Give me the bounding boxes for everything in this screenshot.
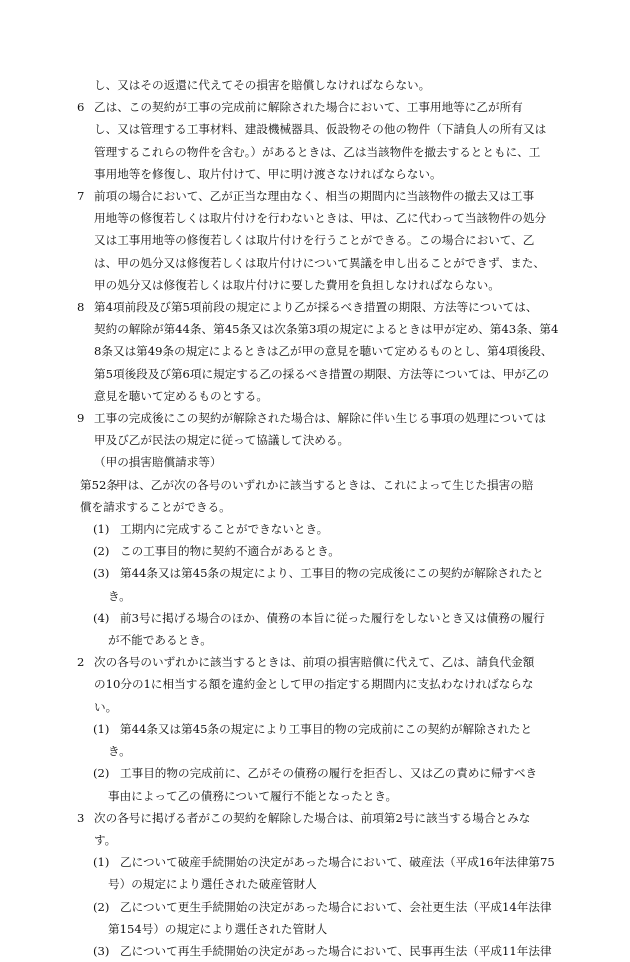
text-line: 甲の処分又は修復若しくは取片付けに要した費用を負担しなければならない。	[94, 277, 500, 292]
text-block	[80, 451, 554, 473]
text-line: 次の各号のいずれかに該当するときは、前項の損害賠償に代えて、乙は、請負代金額	[94, 655, 535, 670]
clause-number: (1)	[93, 522, 110, 537]
text-line: 事用地等を修復し、取片付けて、甲に明け渡さなければならない。	[94, 166, 442, 181]
text-block	[77, 296, 559, 407]
text-line: が不能であるとき。	[108, 633, 212, 648]
text-line: この工事目的物に契約不適合があるとき。	[120, 544, 340, 559]
text-line: 号）の規定により選任された破産管財人	[108, 877, 317, 892]
text-block	[77, 96, 554, 185]
text-line: 工事目的物の完成前に、乙がその債務の履行を拒否し、又は乙の責めに帰すべき	[120, 766, 538, 781]
text-line: 次の各号に掲げる者がこの契約を解除した場合は、前項第2号に該当する場合とみな	[94, 810, 531, 825]
clause-number: (3)	[93, 943, 110, 958]
text-line: 又は工事用地等の修復若しくは取片付けを行うことができる。この場合において、乙	[94, 233, 535, 248]
clause-number: 7	[77, 189, 85, 204]
text-line: き。	[108, 744, 131, 759]
clause-number: 3	[77, 810, 85, 825]
text-block	[77, 807, 554, 851]
text-line: し、又は管理する工事材料、建設機械器具、仮設物その他の物件（下請負人の所有又は	[94, 122, 547, 137]
text-block	[80, 562, 554, 606]
text-line: 管理するこれらの物件を含む。）があるときは、乙は当該物件を撤去するとともに、工	[94, 144, 541, 159]
text-line: き。	[108, 588, 131, 603]
text-block	[77, 185, 554, 296]
clause-number: (2)	[93, 544, 110, 559]
text-line: 乙について更生手続開始の決定があった場合において、会社更生法（平成14年法律	[120, 899, 552, 914]
text-line: 第44条又は第45条の規定により、工事目的物の完成後にこの契約が解除されたと	[120, 566, 544, 581]
text-line: は、甲の処分又は修復若しくは取片付けについて異議を申し出ることができず、また、	[94, 255, 545, 270]
text-line: い。	[94, 699, 118, 714]
text-line: 前3号に掲げる場合のほか、債務の本旨に従った履行をしないとき又は債務の履行	[120, 610, 545, 625]
text-line: 甲は、乙が次の各号のいずれかに該当するときは、これによって生じた損害の賠	[116, 477, 534, 492]
clause-number: 9	[77, 411, 85, 426]
document-page	[77, 74, 559, 962]
text-line: し、又はその返還に代えてその損害を賠償しなければならない。	[94, 78, 431, 92]
text-block	[80, 540, 554, 562]
text-line: の10分の1に相当する額を違約金として甲の指定する期間内に支払わなければならな	[94, 677, 534, 692]
clause-number: (2)	[93, 766, 110, 781]
text-line: 乙は、この契約が工事の完成前に解除された場合において、工事用地等に乙が所有	[94, 100, 523, 115]
text-line: 第154号）の規定により選任された管財人	[108, 921, 328, 936]
text-line: （甲の損害賠償請求等）	[94, 455, 222, 470]
text-line: す。	[94, 832, 117, 847]
text-block	[80, 940, 554, 962]
text-line: 乙について破産手続開始の決定があった場合において、破産法（平成16年法律第75	[120, 855, 555, 870]
text-line: 用地等の修復若しくは取片付けを行わないときは、甲は、乙に代わって当該物件の処分	[94, 211, 547, 226]
text-block	[80, 851, 554, 895]
clause-number: (1)	[93, 721, 110, 736]
clause-number: 2	[77, 655, 85, 670]
text-block	[80, 762, 554, 806]
text-line: 甲及び乙が民法の規定に従って協議して決める。	[94, 433, 350, 448]
text-line: 償を請求することができる。	[80, 499, 231, 514]
text-block	[80, 518, 554, 540]
text-line: 工期内に完成することができないとき。	[120, 522, 329, 537]
text-line: 工事の完成後にこの契約が解除された場合は、解除に伴い生じる事項の処理については	[94, 411, 546, 426]
text-line: 事由によって乙の債務について履行不能となったとき。	[108, 788, 398, 803]
clause-number: 6	[77, 100, 85, 115]
text-block	[80, 607, 554, 651]
text-line: 第44条又は第45条の規定により工事目的物の完成前にこの契約が解除されたと	[120, 721, 533, 736]
text-block	[80, 896, 554, 940]
clause-number: (4)	[93, 610, 110, 625]
text-block	[80, 74, 554, 96]
text-line: 乙について再生手続開始の決定があった場合において、民事再生法（平成11年法律	[120, 943, 552, 958]
clause-number: (2)	[93, 899, 110, 914]
text-line: 前項の場合において、乙が正当な理由なく、相当の期間内に当該物件の撤去又は工事	[94, 189, 535, 204]
text-line: 第5項後段及び第6項に規定する乙の採るべき措置の期限、方法等については、甲が乙の	[94, 366, 550, 381]
text-line: 契約の解除が第44条、第45条又は次条第3項の規定によるときは甲が定め、第43条、第4	[94, 322, 559, 337]
text-line: 8条又は第49条の規定によるときは乙が甲の意見を聴いて定めるものとし、第4項後段、	[94, 344, 553, 359]
clause-number: 第52条	[80, 477, 118, 492]
text-line: 意見を聴いて定めるものとする。	[94, 388, 268, 403]
text-block	[77, 407, 554, 451]
clause-number: 8	[77, 300, 85, 315]
text-block	[80, 718, 554, 762]
clause-number: (3)	[93, 566, 110, 581]
text-block	[77, 651, 554, 718]
text-line: 第4項前段及び第5項前段の規定により乙が採るべき措置の期限、方法等については、	[94, 300, 538, 315]
clause-number: (1)	[93, 855, 110, 870]
text-block	[80, 474, 554, 518]
